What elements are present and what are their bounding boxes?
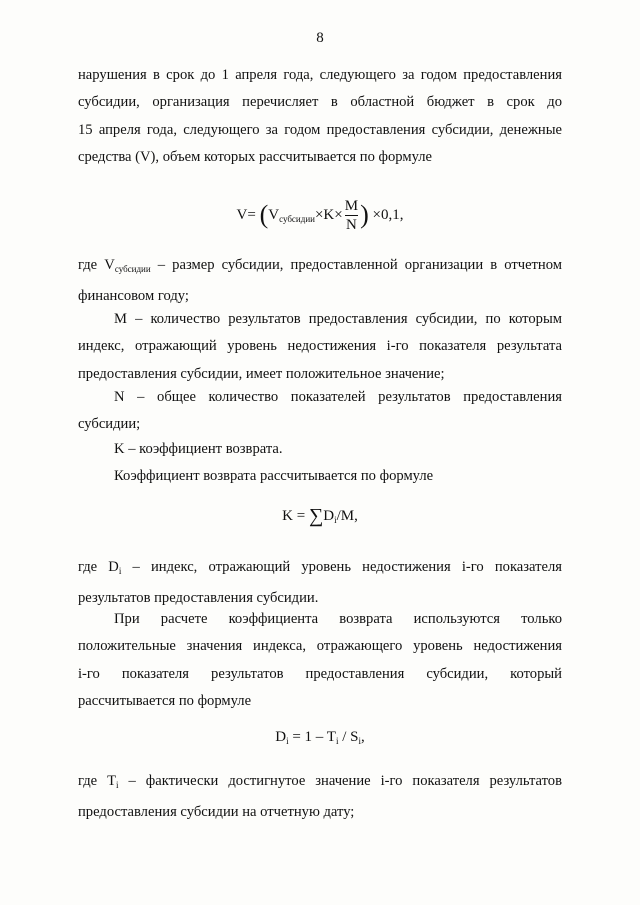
- text-line: K – коэффициент возврата.: [114, 441, 283, 457]
- formula-v: [0, 197, 640, 234]
- text-line: индекс, отражающий уровень недостижения i-го показателя результата: [78, 338, 562, 355]
- text-line: [78, 768, 562, 799]
- denominator: N: [345, 217, 357, 233]
- fraction: [345, 197, 358, 234]
- text-line: При расчете коэффициента возврата используются только: [114, 611, 562, 627]
- formula-sub: i: [334, 515, 337, 525]
- formula-lhs: K =: [282, 508, 309, 524]
- text-line: Коэффициент возврата рассчитывается по формуле: [114, 468, 434, 484]
- formula-tail: ×0,1,: [372, 206, 404, 223]
- formula-k: [0, 505, 640, 528]
- text-line: M – количество результатов предоставления субсидии, по которым: [114, 311, 562, 327]
- text-run: где V: [78, 257, 115, 273]
- text-sub: i: [116, 780, 119, 790]
- formula-d: [0, 729, 640, 746]
- text-line: предоставления субсидии, имеет положительное значение;: [78, 365, 445, 382]
- formula-tail: /M,: [336, 508, 358, 524]
- text-line: [78, 554, 562, 585]
- numerator: M: [344, 198, 359, 214]
- text-run: – размер субсидии, предоставленной организации в отчетном: [150, 257, 562, 273]
- text-line: рассчитывается по формуле: [78, 692, 252, 709]
- paragraph-4: [78, 384, 562, 439]
- text-line: положительные значения индекса, отражающего уровень недостижения: [78, 638, 562, 655]
- paragraph-9: [78, 768, 562, 827]
- paragraph-1: [78, 62, 562, 171]
- text-line: субсидии, организация перечисляет в областной бюджет в срок до: [78, 94, 562, 111]
- formula-op: ×K×: [314, 206, 343, 223]
- paragraph-5: [78, 436, 562, 463]
- formula-sub: субсидии: [279, 213, 315, 224]
- text-line: финансовом году;: [78, 288, 189, 305]
- paragraph-7: [78, 554, 562, 613]
- formula-var: D: [323, 508, 335, 524]
- text-line: нарушения в срок до 1 апреля года, следующего за годом предоставления: [78, 67, 562, 83]
- paragraph-3: [78, 306, 562, 388]
- text-line: результатов предоставления субсидии.: [78, 590, 319, 607]
- formula-sub: i: [286, 736, 289, 746]
- formula-lhs: V=: [236, 206, 256, 223]
- paragraph-8: [78, 606, 562, 715]
- text-line: 15 апреля года, следующего за годом предоставления субсидии, денежные: [78, 121, 562, 138]
- text-run: где T: [78, 773, 117, 789]
- text-run: где D: [78, 559, 119, 575]
- formula-var: D: [275, 729, 287, 745]
- paragraph-6: [78, 463, 562, 490]
- text-line: средства (V), объем которых рассчитывается по формуле: [78, 148, 433, 165]
- page-number: 8: [316, 30, 324, 46]
- text-line: i-го показателя результатов предоставления субсидии, который: [78, 665, 562, 682]
- formula-tail: ,: [361, 729, 365, 745]
- formula-var: V: [268, 206, 280, 223]
- text-line: предоставления субсидии на отчетную дату;: [78, 804, 355, 821]
- formula-part: / S: [338, 729, 359, 745]
- text-line: [78, 252, 562, 283]
- text-run: – фактически достигнутое значение i-го показателя результатов: [118, 773, 562, 789]
- text-line: N – общее количество показателей результатов предоставления: [114, 389, 562, 405]
- text-sub: субсидии: [114, 264, 151, 274]
- text-run: – индекс, отражающий уровень недостижения i-го показателя: [121, 559, 562, 575]
- formula-sub: i: [335, 736, 339, 746]
- text-sub: i: [118, 566, 122, 576]
- formula-part: = 1 – T: [288, 729, 336, 745]
- paren-close: ): [360, 199, 369, 229]
- paragraph-2: [78, 252, 562, 311]
- sigma-symbol: ∑: [308, 505, 324, 527]
- paren-open: (: [259, 199, 269, 229]
- formula-sub: i: [358, 736, 361, 746]
- text-line: субсидии;: [78, 416, 141, 433]
